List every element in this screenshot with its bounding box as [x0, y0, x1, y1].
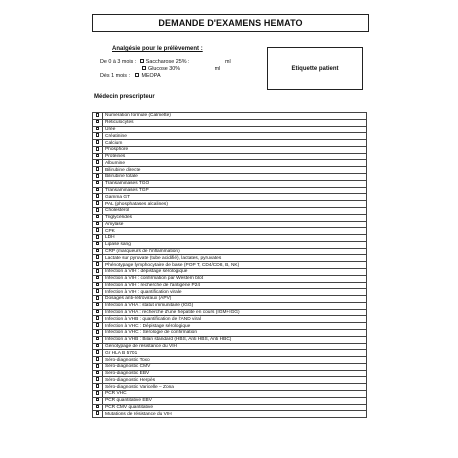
exam-checkbox[interactable]: [96, 242, 100, 246]
exam-row: [93, 187, 367, 194]
exam-checkbox[interactable]: [96, 174, 100, 178]
exam-label: Transaminases TGP: [103, 187, 367, 194]
exam-label: Amylase: [103, 221, 367, 228]
exam-label: Urée: [103, 126, 367, 133]
exam-checkbox-cell: [93, 384, 103, 391]
exam-checkbox-cell: [93, 404, 103, 411]
exam-label: Infection à VIH : dépistage sérologique: [103, 268, 367, 275]
exam-label: CRP (marqueurs de l'inflammation): [103, 248, 367, 255]
exam-checkbox-cell: [93, 126, 103, 133]
exam-row: [93, 309, 367, 316]
etiquette-patient-label: Etiquette patient: [291, 65, 339, 72]
exam-checkbox[interactable]: [96, 350, 100, 354]
exam-checkbox-cell: [93, 140, 103, 147]
exam-row: [93, 180, 367, 187]
exam-checkbox[interactable]: [96, 262, 100, 266]
etiquette-patient-box: [267, 47, 363, 90]
exam-label: PCR CMV quantitative: [103, 404, 367, 411]
exam-checkbox[interactable]: [96, 398, 100, 402]
exam-label: PCR VHC: [103, 391, 367, 398]
saccharose-checkbox[interactable]: [140, 59, 144, 63]
exam-label: Bilirubine directe: [103, 167, 367, 174]
exam-checkbox[interactable]: [96, 384, 100, 388]
exam-checkbox-cell: [93, 221, 103, 228]
exam-row: [93, 275, 367, 282]
glucose-unit: ml: [214, 66, 221, 72]
exam-row: [93, 363, 367, 370]
exam-checkbox[interactable]: [96, 337, 100, 341]
exam-checkbox-cell: [93, 357, 103, 364]
exam-checkbox-cell: [93, 255, 103, 262]
exam-label: CPK: [103, 228, 367, 235]
exam-checkbox-cell: [93, 275, 103, 282]
exam-row: [93, 201, 367, 208]
exam-checkbox-cell: [93, 180, 103, 187]
exam-row: [93, 228, 367, 235]
exam-label: Infection à VHB : Bilan standard (HBS, Anti HBS, Anti HBC): [103, 336, 367, 343]
meopa-label: MEOPA: [141, 73, 161, 79]
exam-row: [93, 384, 367, 391]
exam-row: [93, 133, 367, 140]
analgesie-heading: Analgésie pour le prélèvement :: [112, 46, 203, 52]
exam-checkbox[interactable]: [96, 194, 100, 198]
exam-checkbox-cell: [93, 262, 103, 269]
exam-label: Génotypage de résistance du VIH: [103, 343, 367, 350]
exam-checkbox[interactable]: [96, 249, 100, 253]
exam-row: [93, 207, 367, 214]
exam-checkbox[interactable]: [96, 222, 100, 226]
exam-row: [93, 126, 367, 133]
exam-checkbox[interactable]: [96, 201, 100, 205]
exam-checkbox[interactable]: [96, 181, 100, 185]
exam-checkbox-cell: [93, 201, 103, 208]
exam-label: Infection à VHC : Dépistage sérologique: [103, 323, 367, 330]
exam-label: PCR quantitative EBV: [103, 397, 367, 404]
exam-row: [93, 336, 367, 343]
exam-checkbox-cell: [93, 214, 103, 221]
exam-checkbox[interactable]: [96, 344, 100, 348]
exam-checkbox-cell: [93, 146, 103, 153]
exam-label: Dosages anti-rétroviraux (APV): [103, 296, 367, 303]
exam-checkbox[interactable]: [96, 289, 100, 293]
exam-checkbox-cell: [93, 296, 103, 303]
exam-checkbox[interactable]: [96, 127, 100, 131]
exam-row: [93, 377, 367, 384]
exam-checkbox[interactable]: [96, 208, 100, 212]
exam-label: Mutations de résistance du VIH: [103, 411, 367, 418]
exam-row: [93, 391, 367, 398]
exam-row: [93, 235, 367, 242]
exam-row: [93, 160, 367, 167]
exam-row: [93, 323, 367, 330]
exam-row: [93, 302, 367, 309]
exam-row: [93, 411, 367, 418]
exam-checkbox[interactable]: [96, 160, 100, 164]
exam-checkbox-cell: [93, 133, 103, 140]
exam-label: Séro-diagnostic Toxo: [103, 357, 367, 364]
saccharose-unit: ml: [225, 59, 231, 65]
exam-checkbox-cell: [93, 167, 103, 174]
exam-label: Infection à VIH : confirmation par Western blot: [103, 275, 367, 282]
exam-row: [93, 316, 367, 323]
exam-checkbox[interactable]: [96, 411, 100, 415]
glucose-label: Glucose 30%: [148, 66, 181, 72]
exam-row: [93, 255, 367, 262]
exam-checkbox-cell: [93, 370, 103, 377]
exam-row: [93, 248, 367, 255]
exam-checkbox-cell: [93, 153, 103, 160]
exam-row: [93, 397, 367, 404]
exam-checkbox[interactable]: [96, 147, 100, 151]
exam-checkbox[interactable]: [96, 228, 100, 232]
exam-row: [93, 214, 367, 221]
age-1-label: Dès 1 mois :: [100, 73, 130, 79]
dose-line-glucose: [142, 66, 220, 72]
exam-checkbox-cell: [93, 119, 103, 126]
exam-checkbox-cell: [93, 248, 103, 255]
exam-row: [93, 174, 367, 181]
exam-checkbox[interactable]: [96, 391, 100, 395]
exam-label: Transaminases TGO: [103, 180, 367, 187]
exam-label: Lactate sur pyruvate (tube acidifié), lactates, pyruvates: [103, 255, 367, 262]
exam-checkbox[interactable]: [96, 276, 100, 280]
exam-checkbox[interactable]: [96, 377, 100, 381]
exam-label: Infection à VHC : Sérologie de confirmation: [103, 330, 367, 337]
form-title: DEMANDE D'EXAMENS HEMATO: [92, 14, 369, 32]
exam-checkbox[interactable]: [96, 154, 100, 158]
exam-checkbox-cell: [93, 363, 103, 370]
exam-label: Réticulocytes: [103, 119, 367, 126]
exam-checkbox[interactable]: [96, 255, 100, 259]
exam-label: Phénotypage lymphocytaire de base (POP T, CD4/CD8, B, NK): [103, 262, 367, 269]
exam-checkbox-cell: [93, 343, 103, 350]
exam-label: Séro-diagnostic Varicelle – Zona: [103, 384, 367, 391]
saccharose-label: Saccharose 25% :: [145, 59, 190, 65]
exam-checkbox[interactable]: [96, 364, 100, 368]
glucose-checkbox[interactable]: [142, 66, 146, 70]
exam-label: Albumine: [103, 160, 367, 167]
exam-row: [93, 370, 367, 377]
exam-row: [93, 153, 367, 160]
exam-checkbox-cell: [93, 350, 103, 357]
exam-label: Cholestérol: [103, 207, 367, 214]
exam-label: Infection à VHB : quantification de l'AND viral: [103, 316, 367, 323]
exam-checkbox[interactable]: [96, 316, 100, 320]
exam-row: [93, 194, 367, 201]
dose-line-1-mois: [100, 73, 161, 79]
exam-label: Infection à VHA : statut immunitaire (IGG): [103, 302, 367, 309]
exam-checkbox-cell: [93, 377, 103, 384]
exam-label: Infection à VIH : recherche de l'antigène P24: [103, 282, 367, 289]
exam-checkbox[interactable]: [96, 371, 100, 375]
exam-checkbox[interactable]: [96, 323, 100, 327]
exam-checkbox-cell: [93, 282, 103, 289]
exam-table: [92, 112, 367, 418]
exam-checkbox[interactable]: [96, 283, 100, 287]
exam-row: [93, 330, 367, 337]
exam-row: [93, 357, 367, 364]
exam-checkbox-cell: [93, 187, 103, 194]
exam-checkbox[interactable]: [96, 140, 100, 144]
exam-label: Créatinine: [103, 133, 367, 140]
exam-label: PAL (phosphatases alcalines): [103, 201, 367, 208]
exam-checkbox-cell: [93, 330, 103, 337]
exam-checkbox[interactable]: [96, 120, 100, 124]
exam-label: Gr HLA B 5701: [103, 350, 367, 357]
exam-checkbox[interactable]: [96, 310, 100, 314]
exam-row: [93, 262, 367, 269]
exam-label: LDH: [103, 235, 367, 242]
exam-checkbox-cell: [93, 241, 103, 248]
exam-checkbox[interactable]: [96, 113, 100, 117]
exam-checkbox-cell: [93, 411, 103, 418]
exam-row: [93, 113, 367, 120]
exam-checkbox-cell: [93, 302, 103, 309]
exam-row: [93, 241, 367, 248]
medecin-prescripteur: Médecin prescripteur: [94, 94, 155, 100]
exam-label: Phosphore: [103, 146, 367, 153]
exam-checkbox-cell: [93, 228, 103, 235]
exam-row: [93, 350, 367, 357]
age-0-3-label: De 0 à 3 mois :: [100, 59, 137, 65]
exam-label: Séro-diagnostic EBV: [103, 370, 367, 377]
exam-checkbox-cell: [93, 174, 103, 181]
exam-checkbox[interactable]: [96, 296, 100, 300]
exam-checkbox[interactable]: [96, 330, 100, 334]
exam-checkbox[interactable]: [96, 235, 100, 239]
exam-checkbox[interactable]: [96, 303, 100, 307]
exam-row: [93, 146, 367, 153]
exam-row: [93, 119, 367, 126]
exam-row: [93, 268, 367, 275]
exam-checkbox-cell: [93, 113, 103, 120]
exam-label: Infection à VIH : quantification virale: [103, 289, 367, 296]
exam-row: [93, 343, 367, 350]
exam-checkbox[interactable]: [96, 405, 100, 409]
exam-row: [93, 296, 367, 303]
exam-row: [93, 221, 367, 228]
exam-checkbox[interactable]: [96, 215, 100, 219]
exam-checkbox-cell: [93, 316, 103, 323]
exam-label: Numération formule (Calmette): [103, 113, 367, 120]
exam-checkbox-cell: [93, 336, 103, 343]
exam-checkbox-cell: [93, 194, 103, 201]
exam-row: [93, 404, 367, 411]
exam-checkbox-cell: [93, 235, 103, 242]
exam-checkbox[interactable]: [96, 357, 100, 361]
exam-checkbox-cell: [93, 309, 103, 316]
exam-label: Lipase sang: [103, 241, 367, 248]
exam-checkbox-cell: [93, 268, 103, 275]
exam-label: Infection à VHA : recherche d'une hépatite en cours (IGM+IGG): [103, 309, 367, 316]
exam-label: Séro-diagnostic Herpès: [103, 377, 367, 384]
exam-checkbox[interactable]: [96, 188, 100, 192]
exam-label: Gamma GT: [103, 194, 367, 201]
exam-checkbox[interactable]: [96, 167, 100, 171]
exam-label: Séro-diagnostic CMV: [103, 363, 367, 370]
exam-checkbox[interactable]: [96, 133, 100, 137]
exam-row: [93, 167, 367, 174]
dose-line-0-3: [100, 59, 231, 65]
exam-checkbox[interactable]: [96, 269, 100, 273]
exam-checkbox-cell: [93, 289, 103, 296]
exam-checkbox-cell: [93, 391, 103, 398]
exam-row: [93, 289, 367, 296]
exam-row: [93, 282, 367, 289]
exam-checkbox-cell: [93, 397, 103, 404]
exam-label: Protéines: [103, 153, 367, 160]
meopa-checkbox[interactable]: [135, 73, 139, 77]
exam-label: Bilirubine totale: [103, 174, 367, 181]
exam-label: Triglycérides: [103, 214, 367, 221]
exam-checkbox-cell: [93, 160, 103, 167]
exam-row: [93, 140, 367, 147]
exam-checkbox-cell: [93, 207, 103, 214]
exam-checkbox-cell: [93, 323, 103, 330]
exam-label: Calcium: [103, 140, 367, 147]
